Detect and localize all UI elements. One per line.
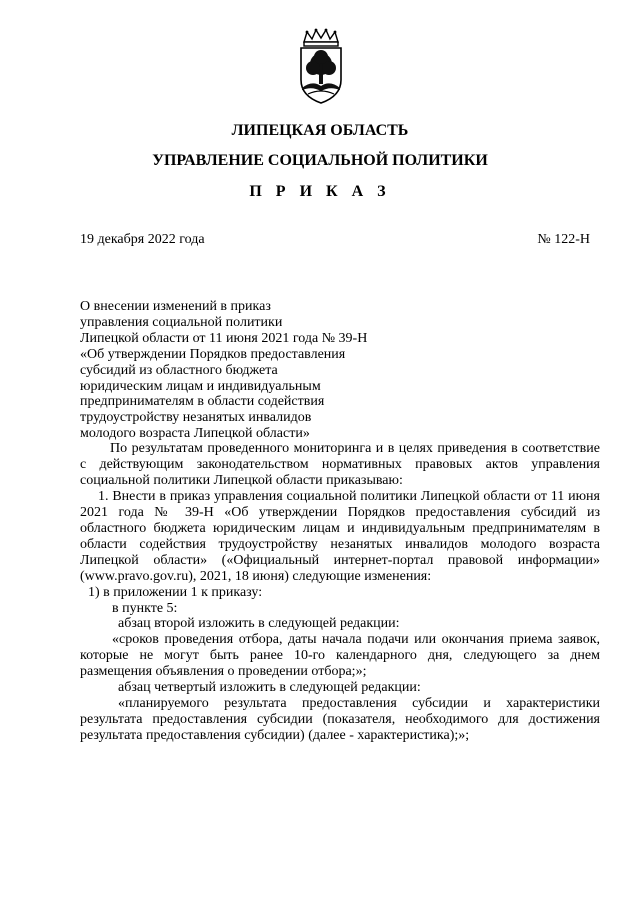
subject-line: Липецкой области от 11 июня 2021 года № 39-Н: [80, 330, 368, 346]
region-title: ЛИПЕЦКАЯ ОБЛАСТЬ: [231, 122, 409, 139]
order-date: 19 декабря 2022 года: [80, 232, 205, 247]
order-subject: [80, 299, 440, 442]
preamble-paragraph: По результатам проведенного мониторинга и в целях приведения в соответствие с действующим законодательством нормативных правовых актов управления социальной политики Липецкой области приказываю:: [80, 441, 600, 488]
order-number: № 122-Н: [537, 232, 590, 247]
dateline: [80, 231, 590, 249]
document-type-title: П Р И К А З: [249, 183, 391, 200]
paragraph-4-text: «планируемого результата предоставления субсидии и характеристики результата предоставления субсидии (показателя, необходимого для достижения результата предоставления субсидии) (далее - характеристика);»;: [80, 696, 600, 744]
paragraph-2-text: «сроков проведения отбора, даты начала подачи или окончания приема заявок, которые не могут быть ранее 10-го календарного дня, следующего за днем размещения объявления о проведении отбора;»;: [80, 632, 600, 680]
subject-line: юридическим лицам и индивидуальным: [80, 378, 321, 394]
point-5-paragraph: в пункте 5:: [112, 600, 178, 616]
subject-line: О внесении изменений в приказ: [80, 299, 271, 314]
subject-line: молодого возраста Липецкой области»: [80, 426, 310, 442]
paragraph-4-intro: абзац четвертый изложить в следующей редакции:: [118, 680, 421, 696]
department-title: УПРАВЛЕНИЕ СОЦИАЛЬНОЙ ПОЛИТИКИ: [152, 152, 488, 169]
crown-icon: [304, 29, 338, 46]
lipetsk-coat-of-arms-icon: [292, 28, 350, 106]
subject-line: предпринимателям в области содействия: [80, 394, 325, 410]
subject-line: субсидий из областного бюджета: [80, 362, 278, 378]
subitem-1-paragraph: 1) в приложении 1 к приказу:: [88, 584, 263, 600]
subject-line: трудоустройству незанятых инвалидов: [80, 410, 312, 426]
paragraph-2-intro: абзац второй изложить в следующей редакции:: [118, 616, 400, 632]
subject-line: управления социальной политики: [80, 314, 283, 330]
order-body: [80, 441, 600, 744]
subject-line: «Об утверждении Порядков предоставления: [80, 346, 346, 362]
item-1-paragraph: 1. Внести в приказ управления социальной политики Липецкой области от 11 июня 2021 года № 39-Н «Об утверждении Порядков предоставления субсидий из областного бюджета юридическим лицам и индивидуальным предпринимателям в области содействия трудоустройству незанятых инвалидов молодого возраста Липецкой области» («Официальный интернет-портал правовой информации» (www.pravo.gov.ru), 2021, 18 июня) следующие изменения:: [80, 488, 600, 584]
